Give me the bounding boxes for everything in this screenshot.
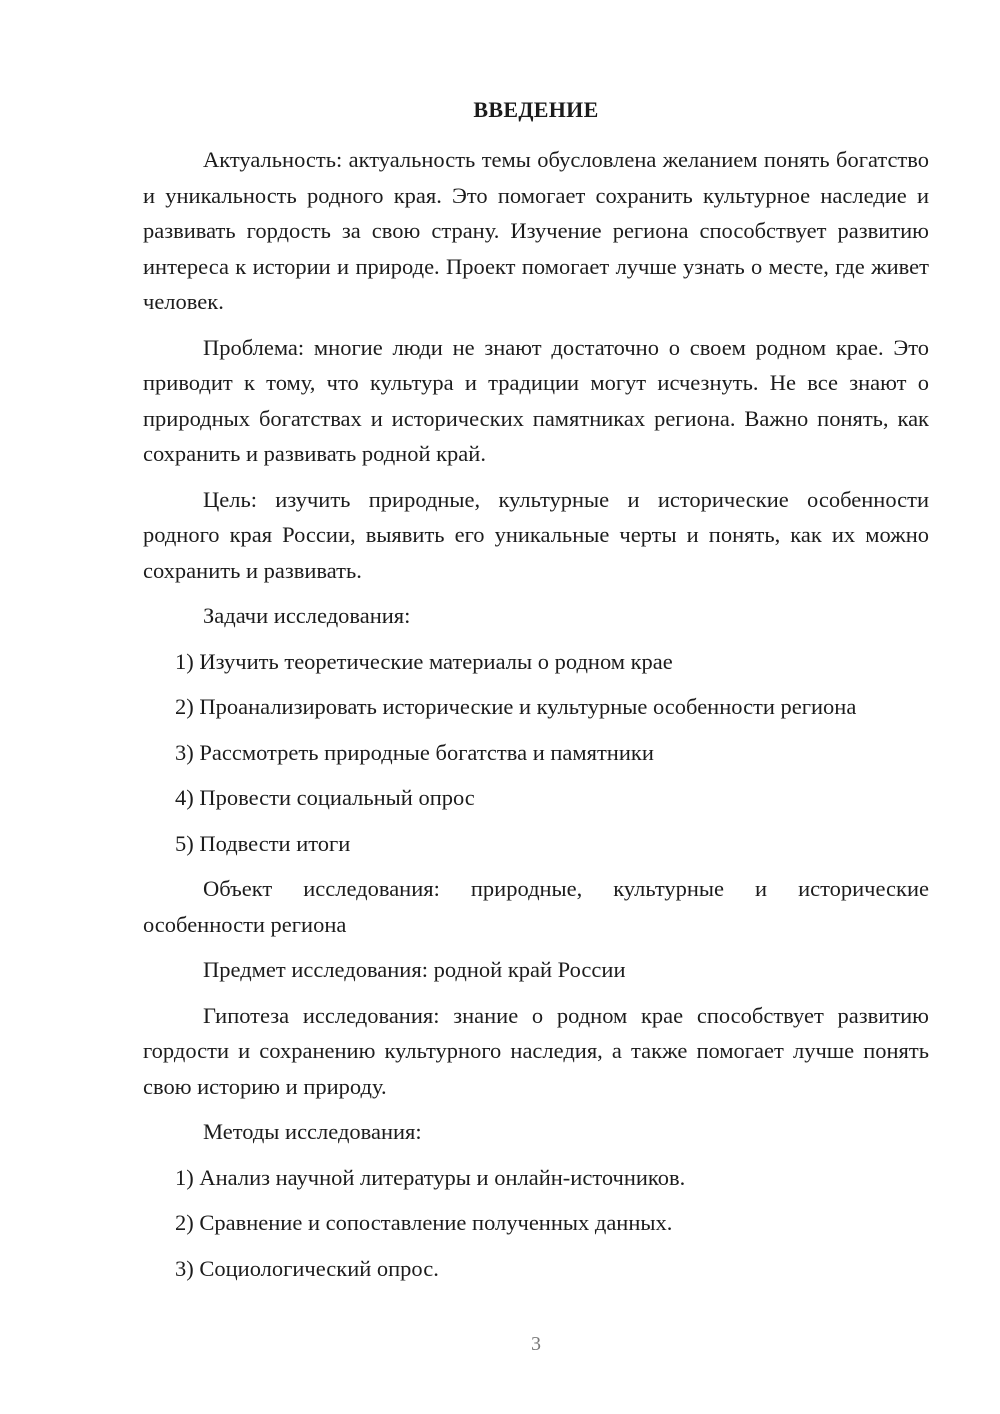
section-title: ВВЕДЕНИЕ [473, 97, 599, 122]
task-item: 1) Изучить теоретические материалы о родном крае [175, 648, 673, 674]
problem-paragraph: Проблема: многие люди не знают достаточно о своем родном крае. Это приводит к тому, что культура и традиции могут исчезнуть. Не все знают о природных богатствах и исторических памятниках региона. Важно понять, как сохранить и развивать родной край. [143, 334, 929, 466]
relevance-paragraph: Актуальность: актуальность темы обусловлена желанием понять богатство и уникальность родного края. Это помогает сохранить культурное наследие и развивать гордость за свою страну. Изучение региона способствует развитию интереса к истории и природе. Проект помогает лучше узнать о месте, где живет человек. [143, 147, 929, 314]
method-item: 1) Анализ научной литературы и онлайн-источников. [175, 1164, 686, 1190]
document-body [143, 142, 929, 1296]
document-page [143, 0, 929, 1414]
method-item: 2) Сравнение и сопоставление полученных данных. [175, 1210, 673, 1235]
task-item: 4) Провести социальный опрос [175, 785, 475, 810]
goal-paragraph: Цель: изучить природные, культурные и исторические особенности родного края России, выявить его уникальные черты и понять, как их можно сохранить и развивать. [143, 486, 929, 583]
task-item: 2) Проанализировать исторические и культурные особенности региона [175, 694, 857, 719]
page-number: 3 [531, 1333, 541, 1355]
tasks-heading: Задачи исследования: [203, 603, 411, 628]
object-paragraph: Объект исследования: природные, культурные и исторические особенности региона [143, 876, 929, 937]
methods-heading: Методы исследования: [203, 1119, 422, 1144]
hypothesis-paragraph: Гипотеза исследования: знание о родном крае способствует развитию гордости и сохранению культурного наследия, а также помогает лучше понять свою историю и природу. [143, 1002, 929, 1099]
method-item: 3) Социологический опрос. [175, 1255, 439, 1281]
task-item: 5) Подвести итоги [175, 830, 351, 856]
task-item: 3) Рассмотреть природные богатства и памятники [175, 739, 654, 765]
subject-paragraph: Предмет исследования: родной край России [203, 957, 626, 982]
